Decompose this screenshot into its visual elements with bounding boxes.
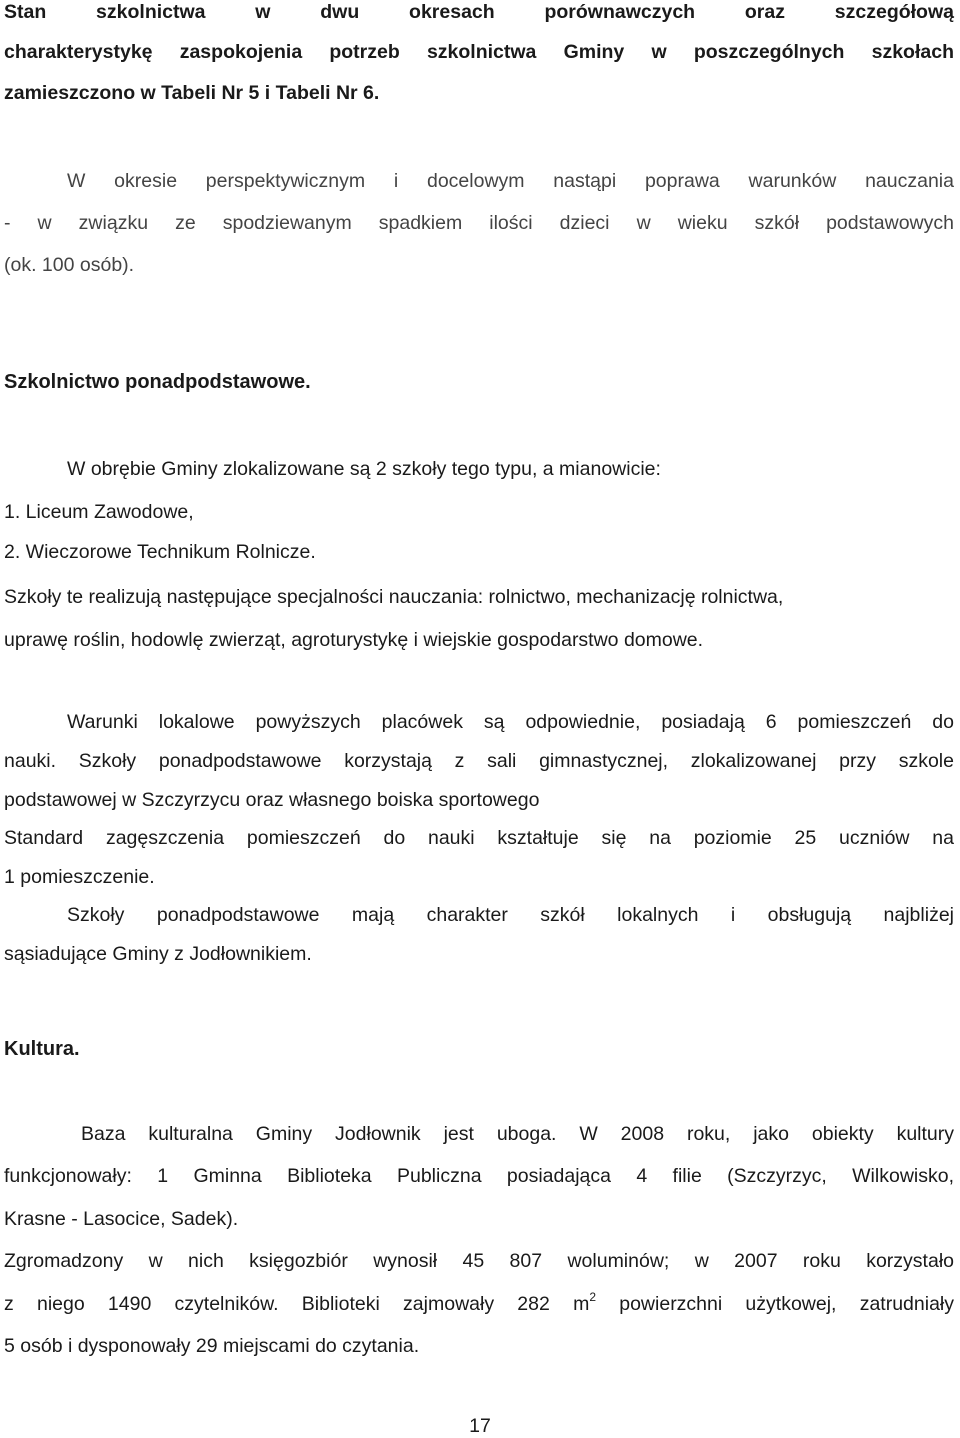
paragraph-7-line-2: funkcjonowały: 1 Gminna Biblioteka Publiczna posiadająca 4 filie (Szczyrzyc, Wilkowisko, bbox=[4, 1165, 954, 1187]
paragraph-7-line-3: Krasne - Lasocice, Sadek). bbox=[4, 1208, 239, 1230]
paragraph-5-line-2: nauki. Szkoły ponadpodstawowe korzystają z sali gimnastycznej, zlokalizowanej przy szkole bbox=[4, 750, 954, 772]
list-item-2: 2. Wieczorowe Technikum Rolnicze. bbox=[4, 541, 316, 563]
paragraph-4-line-1: Szkoły te realizują następujące specjalności nauczania: rolnictwo, mechanizację rolnictwa, bbox=[4, 586, 784, 608]
paragraph-3-intro: W obrębie Gminy zlokalizowane są 2 szkoły tego typu, a mianowicie: bbox=[67, 458, 661, 480]
paragraph-5-line-5: 1 pomieszczenie. bbox=[4, 866, 155, 888]
section-heading-kultura: Kultura. bbox=[4, 1038, 80, 1060]
paragraph-5-line-3: podstawowej w Szczyrzycu oraz własnego boiska sportowego bbox=[4, 789, 540, 811]
paragraph-8-line-3: 5 osób i dysponowały 29 miejscami do czytania. bbox=[4, 1335, 420, 1357]
paragraph-5-line-1: Warunki lokalowe powyższych placówek są odpowiednie, posiadają 6 pomieszczeń do bbox=[67, 711, 954, 733]
paragraph-1-line-2: charakterystykę zaspokojenia potrzeb szkolnictwa Gminy w poszczególnych szkołach bbox=[4, 41, 954, 63]
paragraph-6-line-2: sąsiadujące Gminy z Jodłownikiem. bbox=[4, 943, 312, 965]
list-item-1: 1. Liceum Zawodowe, bbox=[4, 501, 194, 523]
paragraph-2-line-3: (ok. 100 osób). bbox=[4, 254, 135, 276]
paragraph-1-line-1: Stan szkolnictwa w dwu okresach porównawczych oraz szczegółową bbox=[4, 1, 954, 23]
page-number: 17 bbox=[469, 1415, 491, 1437]
paragraph-2-line-2: - w związku ze spodziewanym spadkiem ilości dzieci w wieku szkół podstawowych bbox=[4, 212, 954, 234]
paragraph-8-line-2 bbox=[4, 1292, 954, 1316]
paragraph-7-line-1: Baza kulturalna Gminy Jodłownik jest uboga. W 2008 roku, jako obiekty kultury bbox=[81, 1123, 954, 1145]
paragraph-5-line-4: Standard zagęszczenia pomieszczeń do nauki kształtuje się na poziomie 25 uczniów na bbox=[4, 827, 954, 849]
section-heading-szkolnictwo: Szkolnictwo ponadpodstawowe. bbox=[4, 371, 311, 393]
superscript-2: 2 bbox=[589, 1290, 597, 1304]
paragraph-1-line-3: zamieszczono w Tabeli Nr 5 i Tabeli Nr 6. bbox=[4, 82, 380, 104]
paragraph-4-line-2: uprawę roślin, hodowlę zwierząt, agroturystykę i wiejskie gospodarstwo domowe. bbox=[4, 629, 704, 651]
paragraph-2-line-1: W okresie perspektywicznym i docelowym nastąpi poprawa warunków nauczania bbox=[67, 170, 954, 192]
paragraph-6-line-1: Szkoły ponadpodstawowe mają charakter szkół lokalnych i obsługują najbliżej bbox=[67, 904, 954, 926]
paragraph-8-line-2-text-b: powierzchni użytkowej, zatrudniały bbox=[596, 1293, 954, 1315]
paragraph-8-line-1: Zgromadzony w nich księgozbiór wynosił 45 807 woluminów; w 2007 roku korzystało bbox=[4, 1250, 954, 1272]
paragraph-8-line-2-text-a: z niego 1490 czytelników. Biblioteki zajmowały 282 m bbox=[4, 1293, 590, 1315]
